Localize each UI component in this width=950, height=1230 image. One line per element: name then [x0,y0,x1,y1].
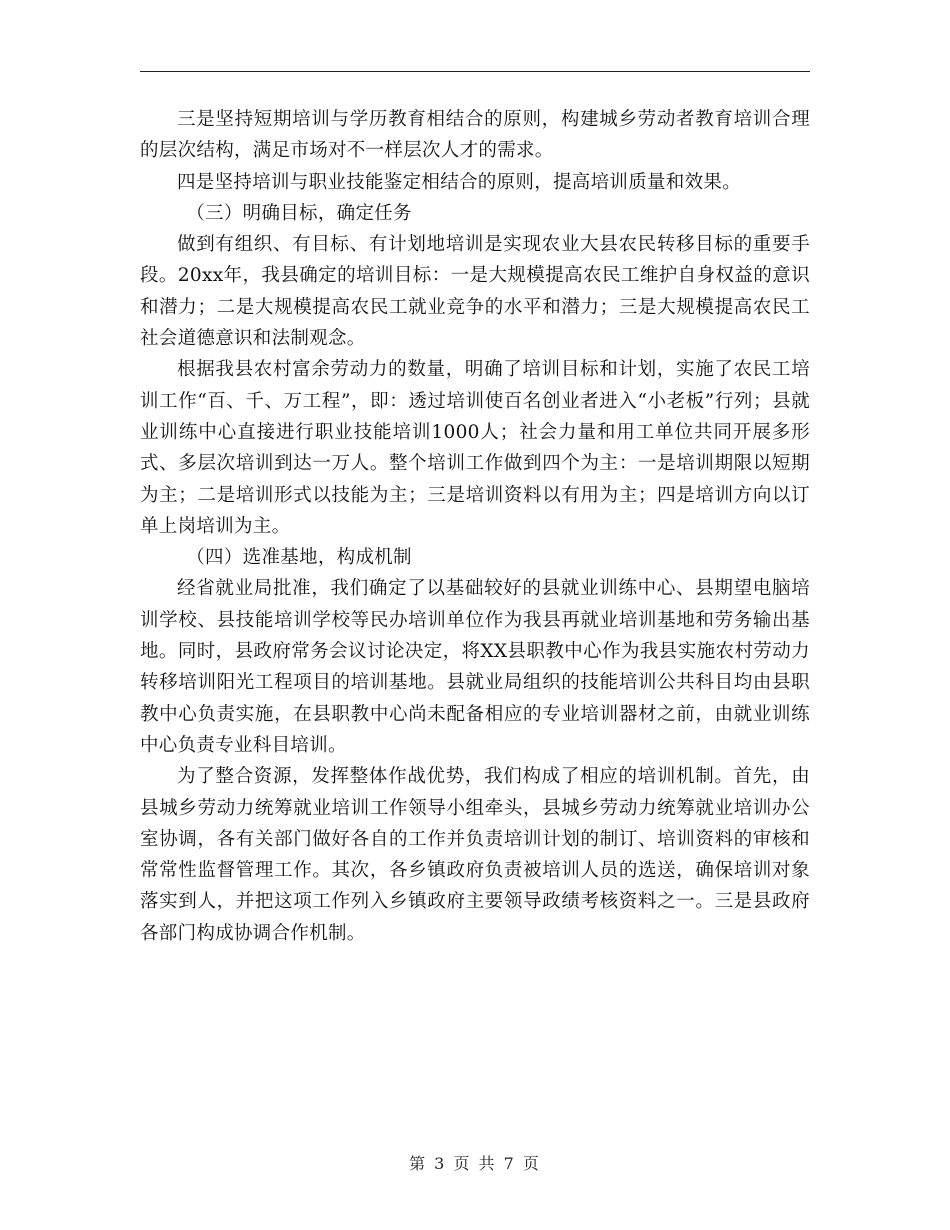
page-number: 第 3 页 共 7 页 [409,1154,541,1173]
header-rule [140,71,810,72]
paragraph: 根据我县农村富余劳动力的数量，明确了培训目标和计划，实施了农民工培训工作“百、千、万工程”，即：透过培训使百名创业者进入“小老板”行列；县就业训练中心直接进行职业技能培训1000人；社会力量和用工单位共同开展多形式、多层次培训到达一万人。整个培训工作做到四个为主：一是培训期限以短期为主；二是培训形式以技能为主；三是培训资料以有用为主；四是培训方向以订单上岗培训为主。 [140,359,810,537]
section-heading: （三）明确目标，确定任务 [186,202,412,224]
paragraph: 三是坚持短期培训与学历教育相结合的原则，构建城乡劳动者教育培训合理的层次结构，满足市场对不一样层次人才的需求。 [140,109,810,162]
document-body [140,104,810,949]
paragraph: 做到有组织、有目标、有计划地培训是实现农业大县农民转移目标的重要手段。20xx年，我县确定的培训目标：一是大规模提高农民工维护自身权益的意识和潜力；二是大规模提高农民工就业竞争的水平和潜力；三是大规模提高农民工社会道德意识和法制观念。 [140,234,810,350]
section-heading: （四）选准基地，构成机制 [186,547,412,569]
paragraph: 四是坚持培训与职业技能鉴定相结合的原则，提高培训质量和效果。 [177,171,742,193]
paragraph: 经省就业局批准，我们确定了以基础较好的县就业训练中心、县期望电脑培训学校、县技能培训学校等民办培训单位作为我县再就业培训基地和劳务输出基地。同时，县政府常务会议讨论决定，将XX县职教中心作为我县实施农村劳动力转移培训阳光工程项目的培训基地。县就业局组织的技能培训公共科目均由县职教中心负责实施，在县职教中心尚未配备相应的专业培训器材之前，由就业训练中心负责专业科目培训。 [140,578,810,756]
paragraph: 为了整合资源，发挥整体作战优势，我们构成了相应的培训机制。首先，由县城乡劳动力统筹就业培训工作领导小组牵头，县城乡劳动力统筹就业培训办公室协调，各有关部门做好各自的工作并负责培训计划的制订、培训资料的审核和常常性监督管理工作。其次，各乡镇政府负责被培训人员的选送，确保培训对象落实到人，并把这项工作列入乡镇政府主要领导政绩考核资料之一。三是县政府各部门构成协调合作机制。 [140,766,810,944]
